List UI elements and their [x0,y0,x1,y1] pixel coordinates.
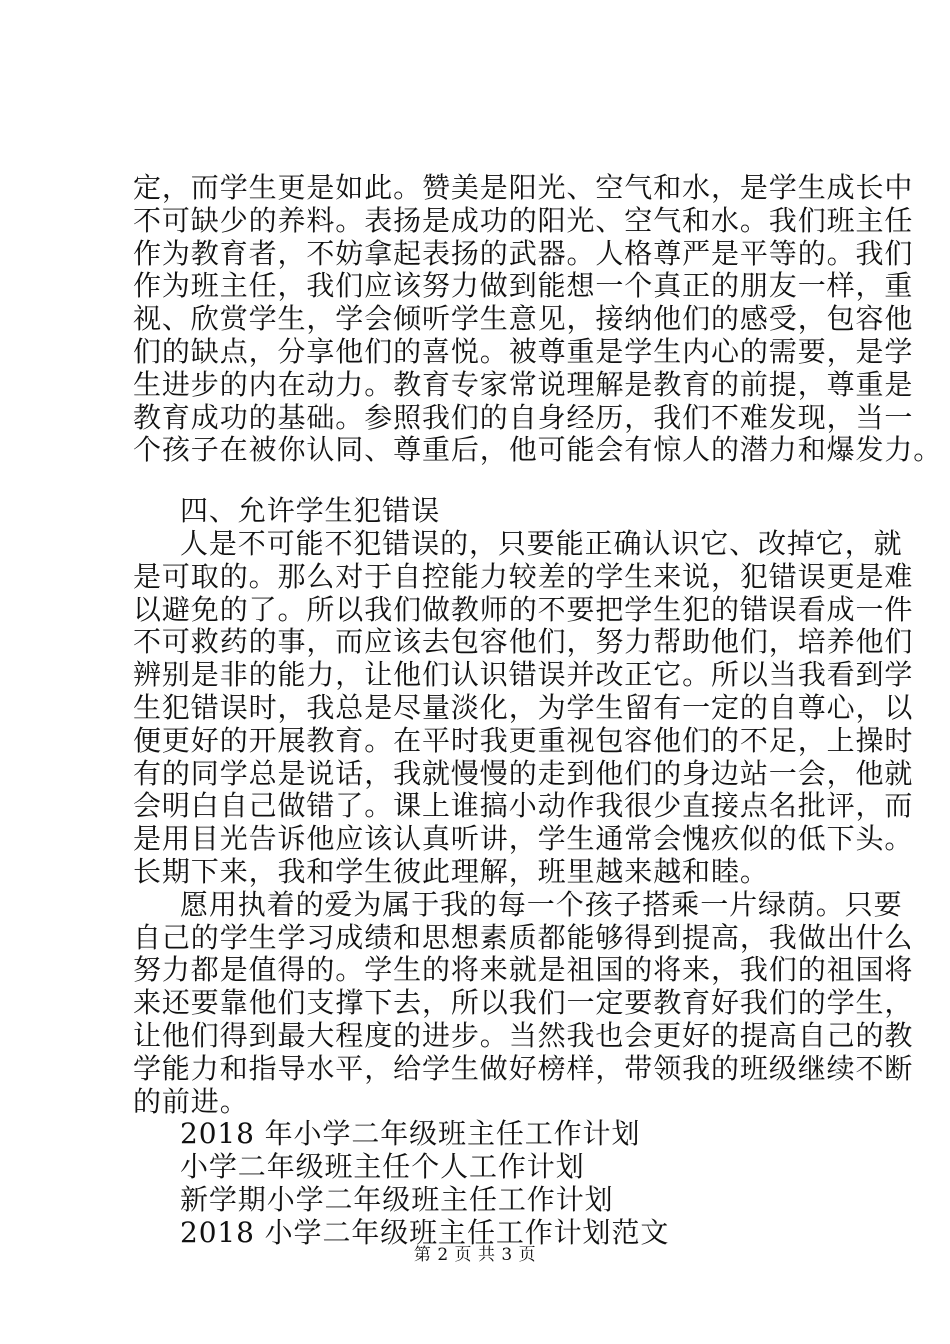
text-line: 生进步的内在动力。教育专家常说理解是教育的前提，尊重是 [133,367,914,401]
related-title: 2018 年小学二年级班主任工作计划 [180,1117,641,1151]
paragraph-closing [133,887,914,1119]
text-line: 的前进。 [133,1084,249,1118]
paragraph-mistakes [133,526,914,889]
text-line: 是可取的。那么对于自控能力较差的学生来说，犯错误更是难 [133,559,914,593]
text-line: 以避免的了。所以我们做教师的不要把学生犯的错误看成一件 [133,592,914,626]
text-line: 作为教育者，不妨拿起表扬的武器。人格尊严是平等的。我们 [133,236,914,270]
text-line: 辨别是非的能力，让他们认识错误并改正它。所以当我看到学 [133,658,914,692]
text-line: 是用目光告诉他应该认真听讲，学生通常会愧疚似的低下头。 [133,822,914,856]
text-line: 长期下来，我和学生彼此理解，班里越来越和睦。 [133,854,769,888]
related-title: 新学期小学二年级班主任工作计划 [180,1182,614,1216]
text-line: 视、欣赏学生，学会倾听学生意见，接纳他们的感受，包容他 [133,302,914,336]
section-heading: 四、允许学生犯错误 [180,494,441,528]
text-line: 生犯错误时，我总是尽量淡化，为学生留有一定的自尊心，以 [133,690,914,724]
text-line: 便更好的开展教育。在平时我更重视包容他们的不足，上操时 [133,723,914,757]
text-line: 学能力和指导水平，给学生做好榜样，带领我的班级继续不断 [133,1051,914,1085]
text-line: 人是不可能不犯错误的，只要能正确认识它、改掉它，就 [180,526,903,560]
text-line: 愿用执着的爱为属于我的每一个孩子搭乘一片绿荫。只要 [180,887,903,921]
page-footer: 第 2 页 共 3 页 [413,1245,537,1265]
related-title: 2018 小学二年级班主任工作计划范文 [180,1215,670,1249]
text-line: 来还要靠他们支撑下去，所以我们一定要教育好我们的学生， [133,986,914,1020]
paragraph-gap [133,467,833,495]
text-line: 不可缺少的养料。表扬是成功的阳光、空气和水。我们班主任 [133,203,914,237]
related-title: 小学二年级班主任个人工作计划 [180,1150,585,1184]
text-line: 定，而学生更是如此。赞美是阳光、空气和水，是学生成长中 [133,171,914,204]
document-body [133,171,943,1250]
text-line: 让他们得到最大程度的进步。当然我也会更好的提高自己的教 [133,1018,914,1052]
text-line: 不可救药的事，而应该去包容他们，努力帮助他们，培养他们 [133,625,914,659]
text-line: 教育成功的基础。参照我们的自身经历，我们不难发现，当一 [133,400,914,434]
text-line: 有的同学总是说话，我就慢慢的走到他们的身边站一会，他就 [133,756,914,790]
text-line: 自己的学生学习成绩和思想素质都能够得到提高，我做出什么 [133,920,914,954]
text-line: 会明白自己做错了。课上谁搞小动作我很少直接点名批评，而 [133,789,914,823]
text-line: 作为班主任，我们应该努力做到能想一个真正的朋友一样，重 [133,269,914,303]
paragraph-continuation [133,171,943,467]
text-line: 们的缺点，分享他们的喜悦。被尊重是学生内心的需要，是学 [133,334,914,368]
text-line: 个孩子在被你认同、尊重后，他可能会有惊人的潜力和爆发力。 [133,433,943,467]
text-line: 努力都是值得的。学生的将来就是祖国的将来，我们的祖国将 [133,953,914,987]
related-titles [133,1118,833,1249]
